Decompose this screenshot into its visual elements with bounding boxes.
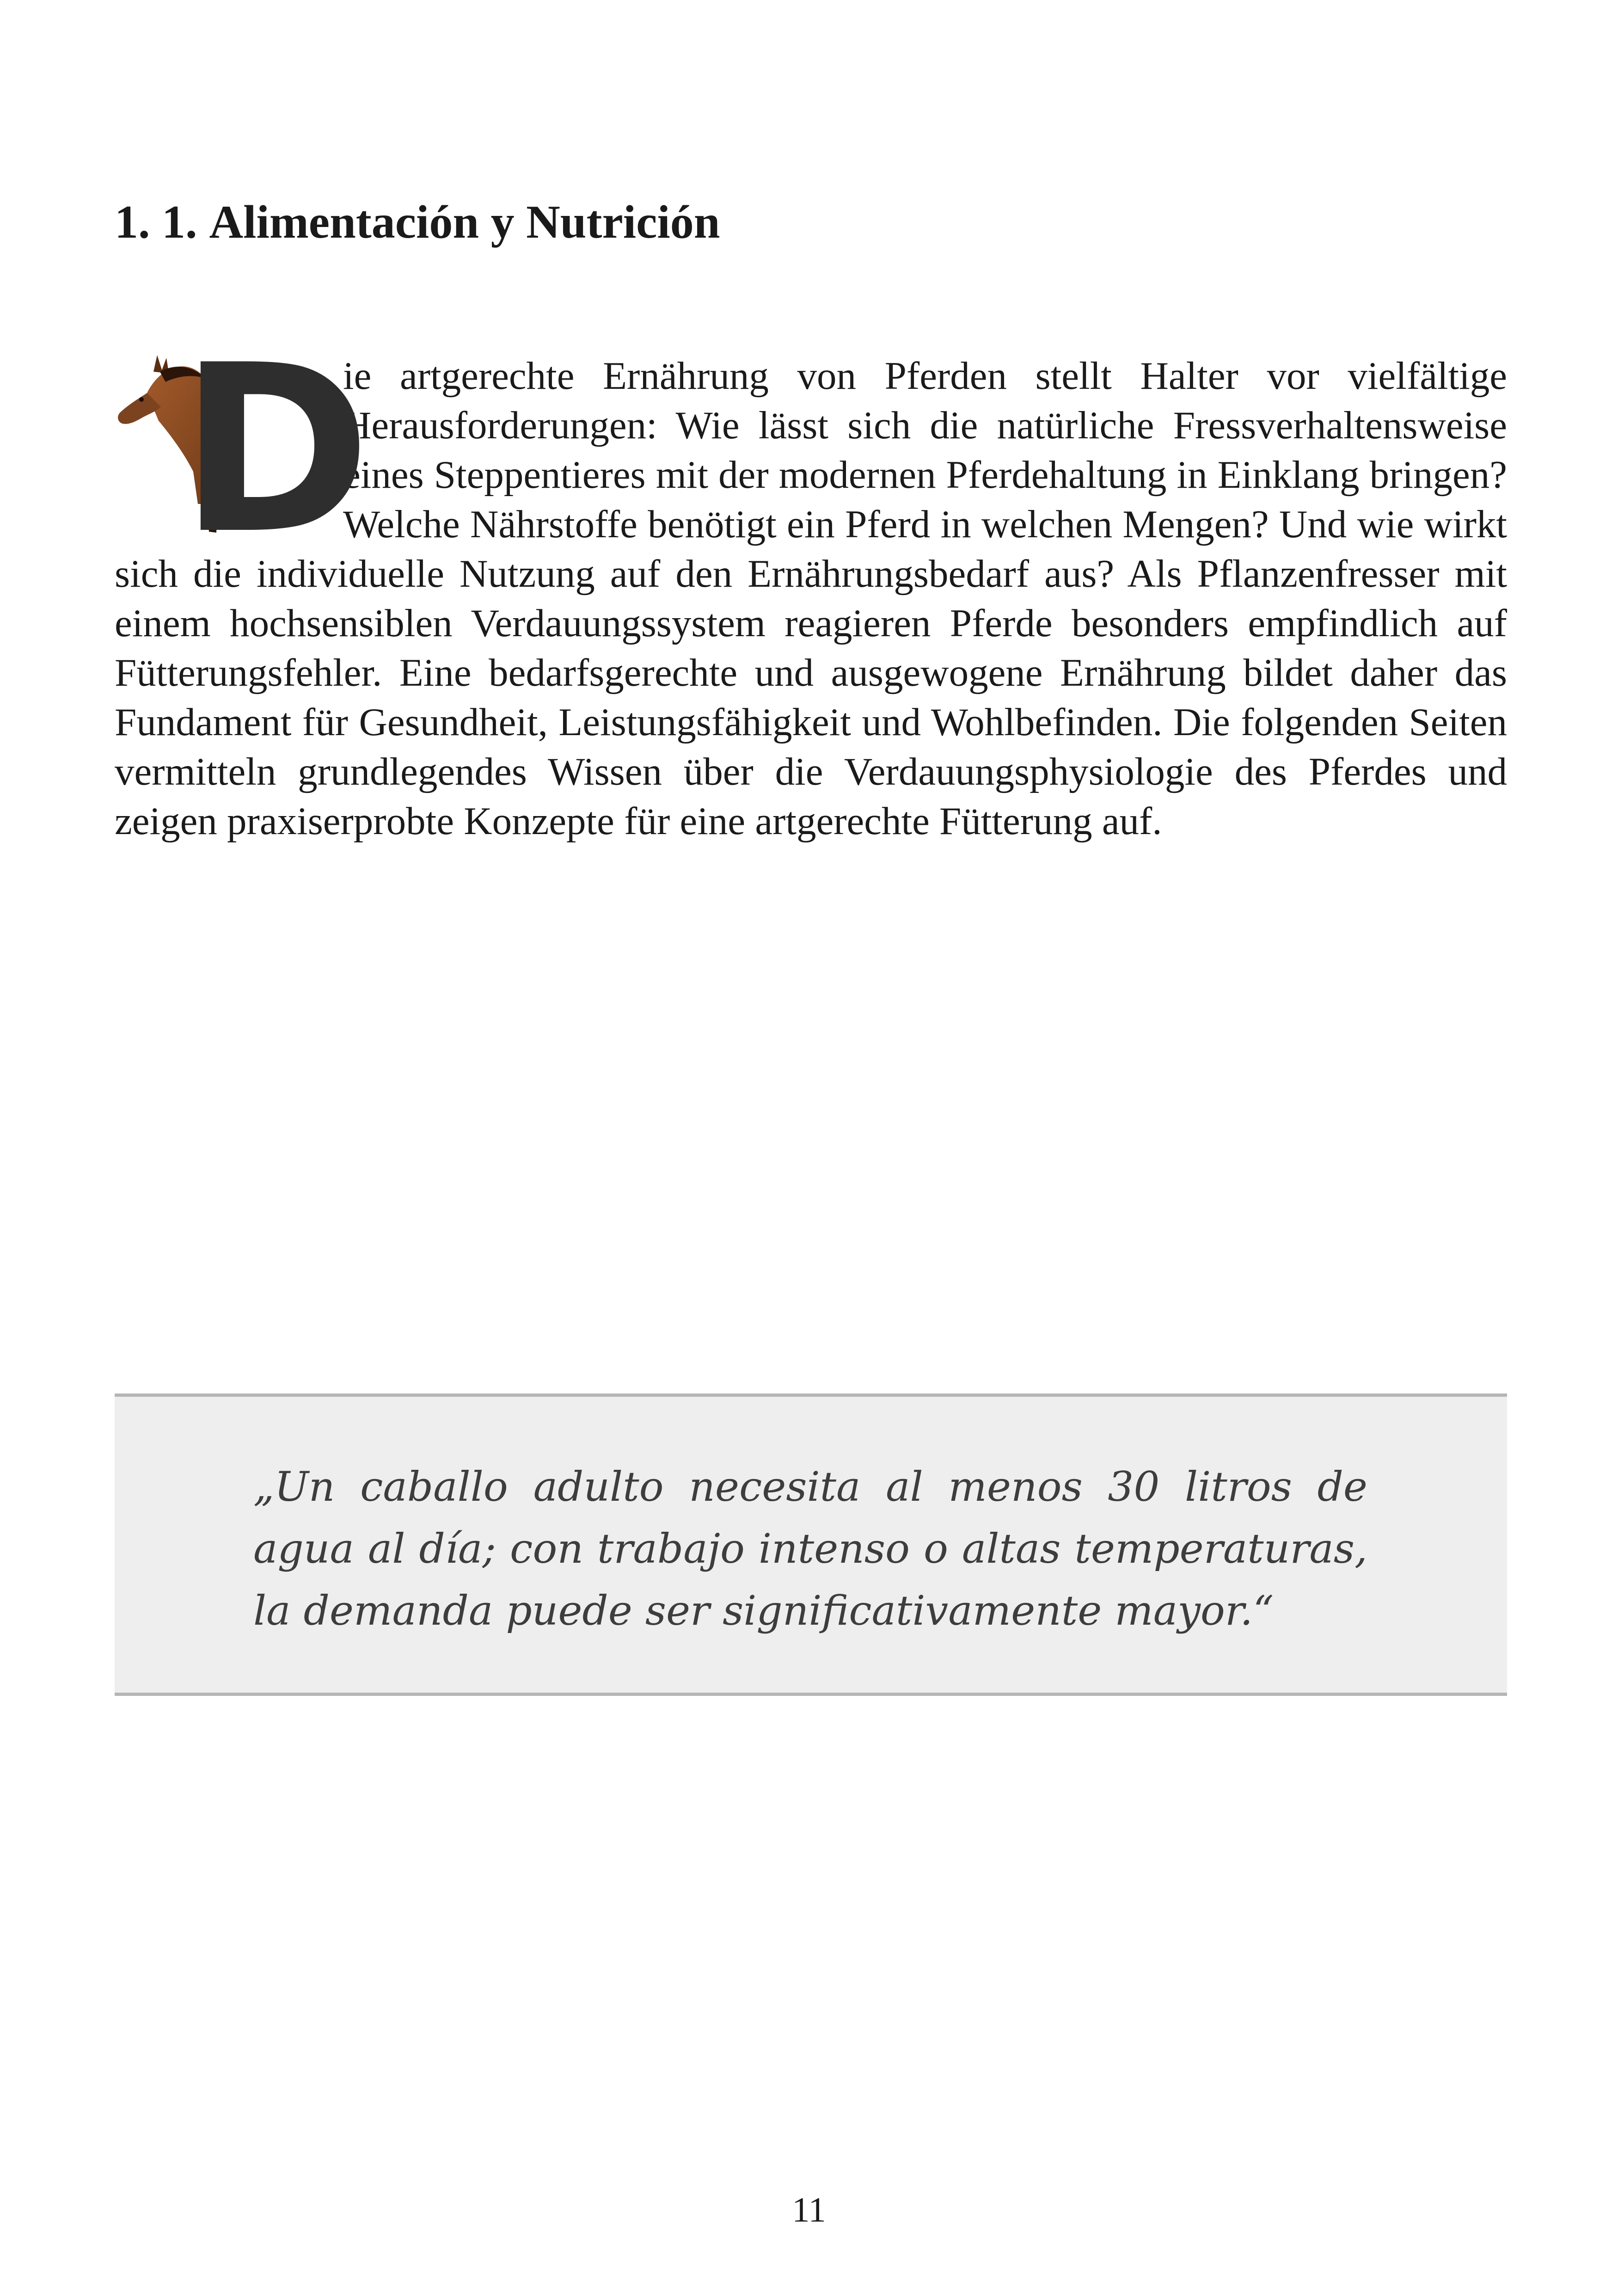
section-heading [115, 196, 720, 248]
body-paragraph [115, 315, 1507, 846]
drop-cap-letter: D [179, 315, 372, 584]
section-title: Alimentación y Nutrición [209, 196, 720, 248]
body-text: ie artgerechte Ernährung von Pferden stellt Halter vor vielfältige Herausforderungen: Wie lässt sich die natürliche Fressverhaltensweise eines Steppentieres mit der modernen Pferdehaltung in Einklang bringen? Welche Nährstoffe benötigt ein Pferd in welchen Mengen? Und wie wirkt sich die individuelle Nutzung auf den Ernährungsbedarf aus? Als Pflanzenfresser mit einem hochsensiblen Verdauungssystem reagieren Pferde besonders empfindlich auf Fütterungsfehler. Eine bedarfsgerechte und ausgewogene Ernährung bildet daher das Fundament für Gesundheit, Leistungsfähigkeit und Wohlbefinden. Die folgenden Seiten vermitteln grundlegendes Wissen über die Verdauungsphysiologie des Pferdes und zeigen praxiserprobte Konzepte für eine artgerechte Fütterung auf. [115, 354, 1507, 843]
pull-quote [115, 1394, 1507, 1696]
page-number: 11 [792, 2191, 826, 2229]
section-number: 1. 1. [115, 196, 197, 248]
quote-text: „Un caballo adulto necesita al menos 30 litros de agua al día; con trabajo intenso o altas temperaturas, la demanda puede ser significativamente mayor.“ [253, 1463, 1367, 1634]
drop-cap [115, 315, 372, 584]
